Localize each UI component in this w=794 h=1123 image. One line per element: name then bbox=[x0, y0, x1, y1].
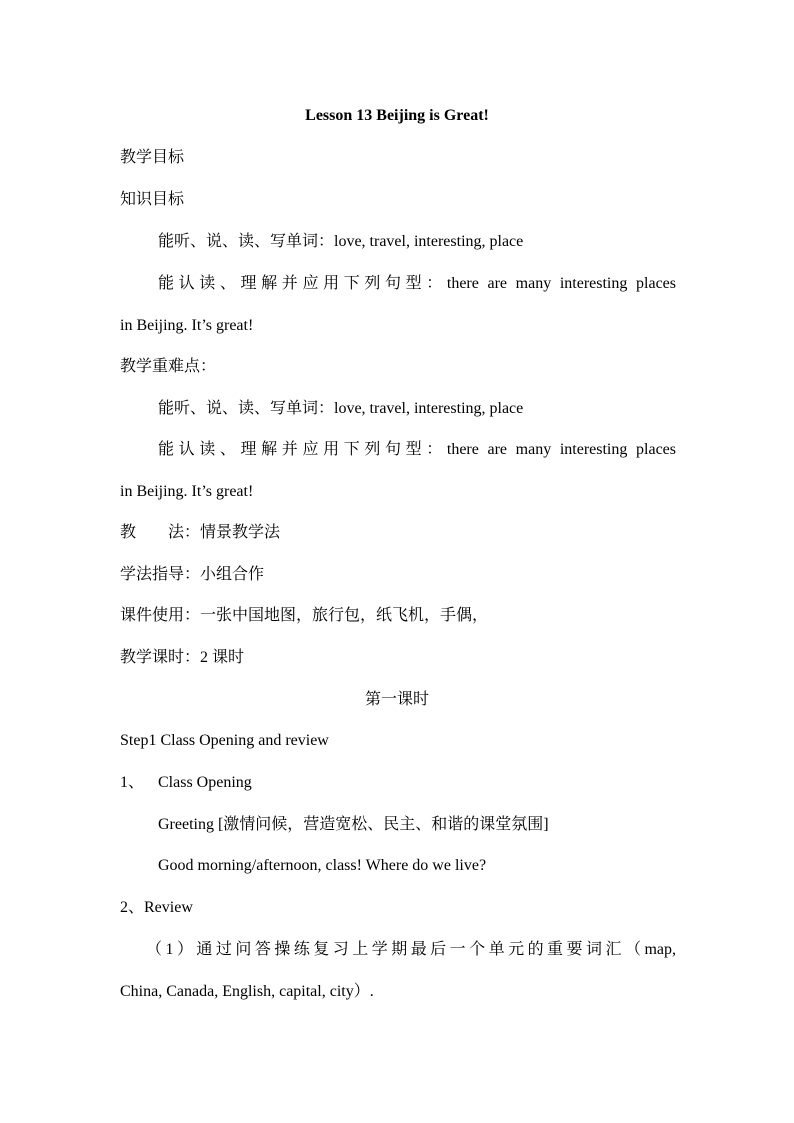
teaching-method-label: 教 法： bbox=[120, 524, 201, 541]
lesson-title: Lesson 13 Beijing is Great! bbox=[305, 107, 489, 124]
item1-line bbox=[120, 773, 676, 793]
knowledge-sentence-continued: in Beijing. It’s great! bbox=[120, 317, 254, 334]
step1-heading: Step1 Class Opening and review bbox=[120, 732, 329, 749]
greeting-dialogue-line: Good morning/afternoon, class! Where do we live? bbox=[158, 857, 487, 874]
key-words-line: 能听、说、读、写单词：love, travel, interesting, place bbox=[158, 400, 524, 417]
greeting-line: Greeting [激情问候，营造宽松、民主、和谐的课堂氛围] bbox=[158, 816, 549, 833]
teaching-method-value: 情景教学法 bbox=[200, 524, 281, 541]
knowledge-words-line: 能听、说、读、写单词：love, travel, interesting, place bbox=[158, 233, 524, 250]
teaching-method-line bbox=[120, 523, 676, 543]
heading-knowledge-objectives: 知识目标 bbox=[120, 191, 185, 208]
key-sentence-line: 能认读、理解并应用下列句型：there are many interesting places bbox=[158, 441, 676, 458]
period-heading: 第一课时 bbox=[364, 691, 429, 708]
heading-key-points: 教学重难点： bbox=[120, 358, 217, 375]
review-item-continued: China, Canada, English, capital, city）. bbox=[120, 983, 374, 1000]
periods-line: 教学课时：2 课时 bbox=[120, 649, 245, 666]
item1-number: 1、 bbox=[120, 774, 145, 791]
study-guide-line: 学法指导：小组合作 bbox=[120, 566, 265, 583]
knowledge-sentence-line: 能认读、理解并应用下列句型：there are many interesting places bbox=[158, 275, 676, 292]
item1-title: Class Opening bbox=[158, 774, 252, 791]
heading-teaching-objectives: 教学目标 bbox=[120, 149, 185, 166]
courseware-line: 课件使用：一张中国地图，旅行包，纸飞机，手偶， bbox=[120, 607, 489, 624]
review-item-line: （1）通过问答操练复习上学期最后一个单元的重要词汇（map, bbox=[146, 941, 676, 958]
key-sentence-continued: in Beijing. It’s great! bbox=[120, 483, 254, 500]
review-heading: 2、Review bbox=[120, 899, 193, 916]
